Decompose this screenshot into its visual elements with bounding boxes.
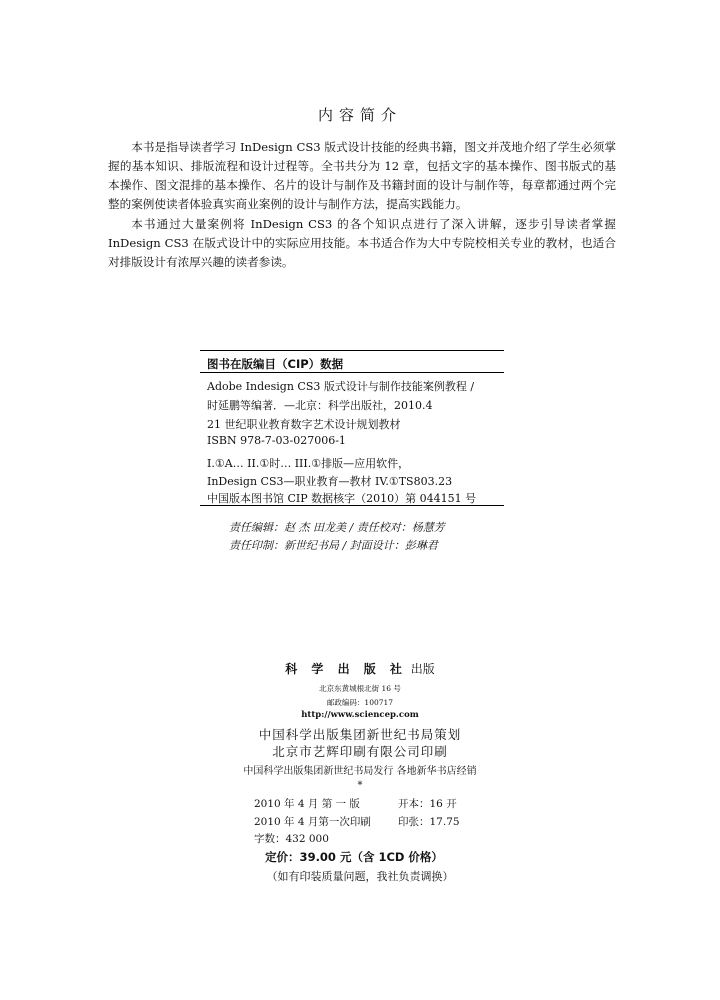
cip-line-title: Adobe Indesign CS3 版式设计与制作技能案例教程 / — [207, 380, 475, 393]
cip-line-isbn: ISBN 978-7-03-027006-1 — [207, 434, 346, 447]
separator-star: * — [357, 780, 363, 791]
edition-sheets: 印张：17.75 — [398, 816, 460, 828]
publisher-imprint — [0, 660, 720, 677]
cip-line-record-number: 中国版本图书馆 CIP 数据核字（2010）第 044151 号 — [207, 492, 477, 505]
cip-line-author: 时延鹏等编著．—北京：科学出版社，2010.4 — [207, 399, 433, 412]
quality-notice: （如有印装质量问题，我社负责调换） — [266, 870, 454, 883]
publisher-postcode: 邮政编码：100717 — [326, 698, 394, 707]
publisher-address: 北京东黄城根北街 16 号 — [319, 684, 401, 693]
cip-heading: 图书在版编目（CIP）数据 — [207, 357, 344, 371]
cip-line-classification-1: I.①A… II.①时… III.①排版—应用软件， — [207, 457, 410, 470]
cip-top-rule — [200, 350, 504, 351]
cip-line-series: 21 世纪职业教育数字艺术设计规划教材 — [207, 418, 401, 431]
cip-line-classification-2: InDesign CS3—职业教育—教材 IV.①TS803.23 — [207, 475, 453, 488]
publisher-suffix: 出版 — [410, 662, 435, 676]
price: 定价：39.00 元（含 1CD 价格） — [265, 850, 443, 864]
cip-heading-rule — [200, 372, 504, 373]
edition-format: 开本：16 开 — [398, 798, 457, 810]
summary-paragraph-1: 本书是指导读者学习 InDesign CS3 版式设计技能的经典书籍，图文并茂地介绍了学生必须掌握的基本知识、排版流程和设计过程等。全书共分为 12 章，包括文字的基本操作、图书版式的基本操作、图文混排的基本操作、名片的设计与制作及书籍封面的设计与制作等，每章都通过两个完整的案例使读者体验真实商业案例的设计与制作方法，提高实践能力。 — [108, 140, 616, 211]
summary-paragraph-2: 本书通过大量案例将 InDesign CS3 的各个知识点进行了深入讲解，逐步引导读者掌握 InDesign CS3 在版式设计中的实际应用技能。本书适合作为大中专院校相关专业的教材，也适合对排版设计有浓厚兴趣的读者参读。 — [108, 217, 616, 269]
summary-title: 内容简介 — [317, 106, 402, 124]
publisher-distribution: 中国科学出版集团新世纪书局发行 各地新华书店经销 — [243, 766, 477, 777]
publisher-planner: 中国科学出版集团新世纪书局策划 — [258, 727, 462, 742]
edition-printing: 2010 年 4 月第一次印刷 — [254, 816, 371, 828]
publisher-printer: 北京市艺辉印刷有限公司印刷 — [272, 744, 448, 759]
edition-word-count: 字数：432 000 — [254, 833, 329, 845]
publisher-url: http://www.sciencep.com — [301, 710, 419, 720]
edition-first: 2010 年 4 月 第 一 版 — [254, 798, 360, 810]
credits-row-1: 责任编辑：赵 杰 田龙美 / 责任校对：杨慧芳 — [229, 521, 445, 534]
publisher-name: 科 学 出 版 社 — [285, 662, 407, 676]
credits-row-2: 责任印制：新世纪书局 / 封面设计：彭琳君 — [229, 539, 438, 552]
